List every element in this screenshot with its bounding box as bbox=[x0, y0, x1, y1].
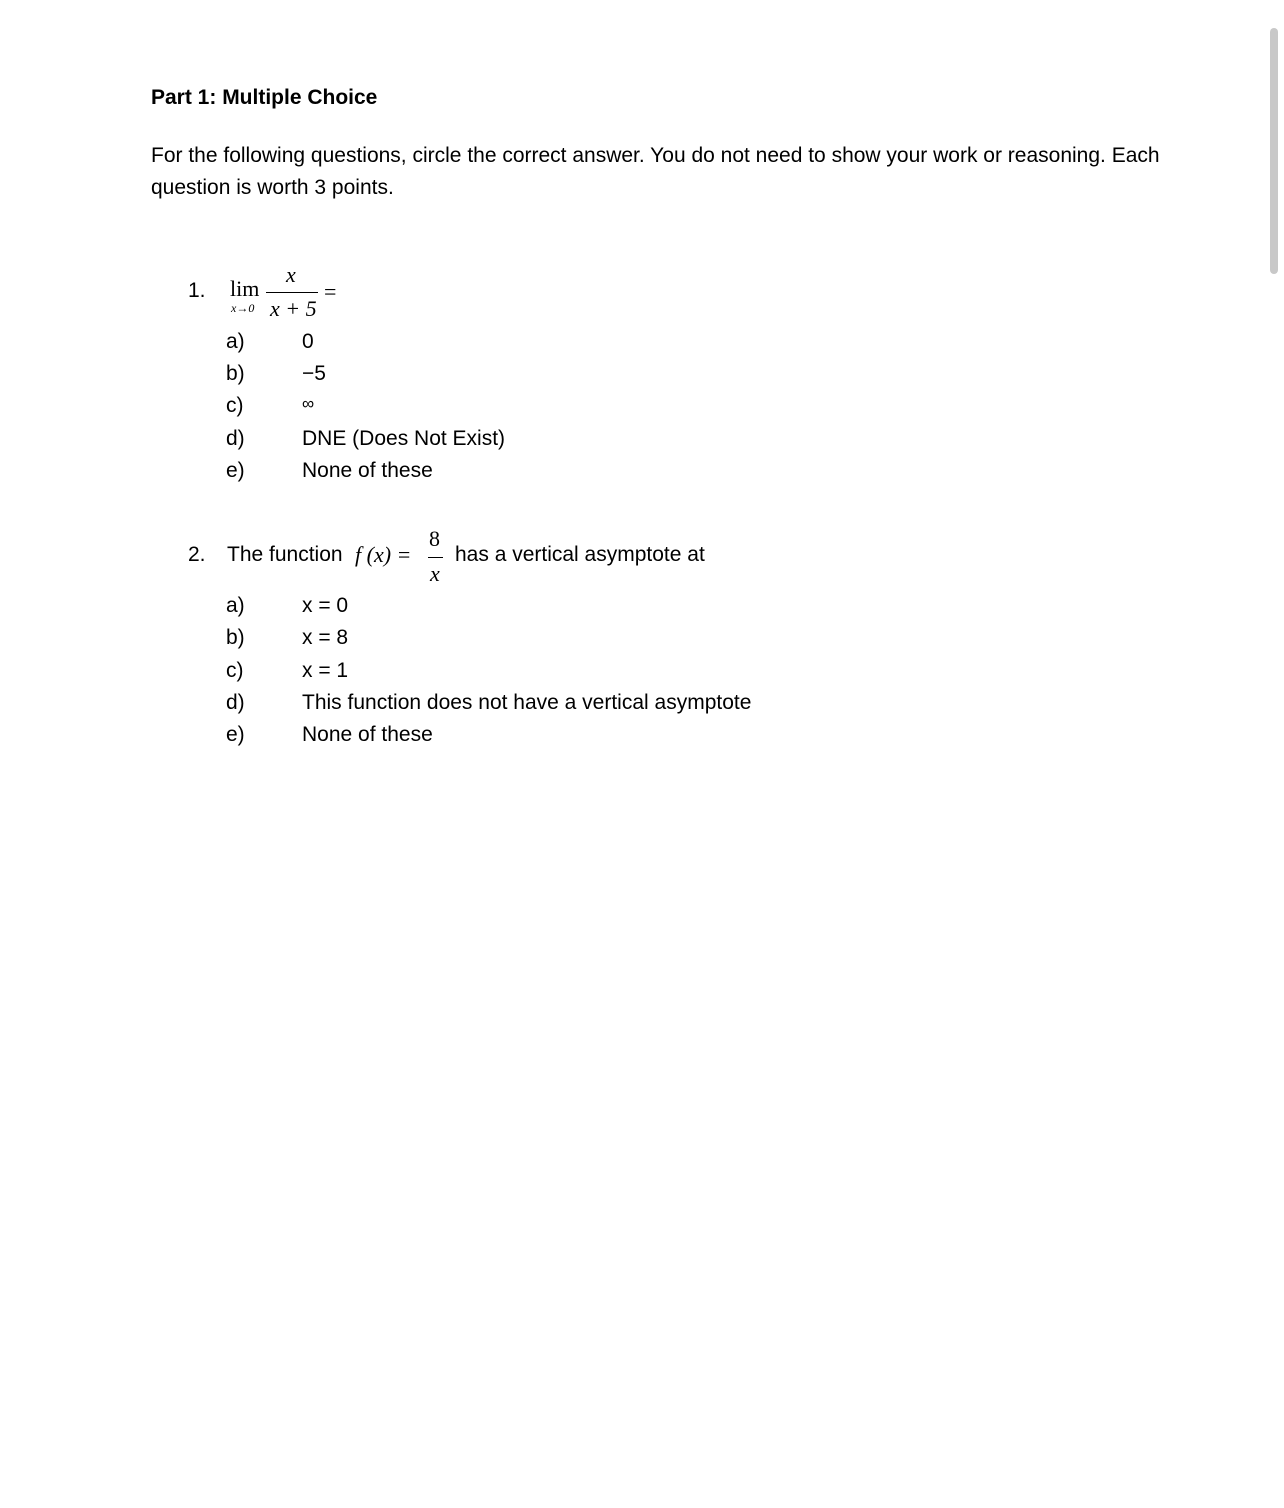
fraction-denominator: x bbox=[430, 561, 440, 586]
option-letter: b) bbox=[226, 626, 245, 649]
option-text: None of these bbox=[302, 459, 433, 482]
vertical-scrollbar[interactable] bbox=[1268, 24, 1280, 279]
question-suffix: has a vertical asymptote at bbox=[455, 543, 705, 566]
option-letter: a) bbox=[226, 594, 245, 617]
option-text: 0 bbox=[302, 330, 314, 353]
option-text: DNE (Does Not Exist) bbox=[302, 427, 506, 450]
fraction-bar bbox=[266, 292, 318, 293]
function-expression: f (x) = bbox=[355, 542, 412, 567]
equals-sign: = bbox=[324, 279, 337, 304]
option-letter: d) bbox=[226, 691, 245, 714]
option-letter: b) bbox=[226, 362, 245, 385]
option-letter: c) bbox=[226, 394, 244, 417]
option-letter: d) bbox=[226, 427, 245, 450]
question-number: 1. bbox=[188, 279, 206, 302]
question-number: 2. bbox=[188, 543, 206, 566]
option-text: −5 bbox=[302, 362, 326, 385]
option-letter: c) bbox=[226, 659, 244, 682]
option-text: x = 8 bbox=[302, 626, 349, 649]
fraction-denominator: x + 5 bbox=[270, 296, 317, 321]
option-letter: e) bbox=[226, 459, 245, 482]
option-letter: e) bbox=[226, 723, 245, 746]
option-letter: a) bbox=[226, 330, 245, 353]
lim-operator: lim bbox=[230, 276, 260, 301]
scrollbar-thumb[interactable] bbox=[1270, 28, 1278, 274]
option-text: This function does not have a vertical asymptote bbox=[302, 691, 752, 714]
fraction-numerator: x bbox=[286, 262, 296, 287]
option-text: None of these bbox=[302, 723, 433, 746]
fraction-numerator: 8 bbox=[429, 526, 440, 551]
lim-subscript: x→0 bbox=[231, 301, 255, 315]
question-prefix: The function bbox=[227, 543, 343, 566]
option-text: x = 1 bbox=[302, 659, 349, 682]
instructions-text: For the following questions, circle the correct answer. You do not need to show your work or reasoning. Each question is worth 3 points. bbox=[151, 144, 1160, 199]
option-text: ∞ bbox=[302, 394, 315, 413]
fraction-bar bbox=[428, 557, 443, 558]
option-text: x = 0 bbox=[302, 594, 349, 617]
page-heading: Part 1: Multiple Choice bbox=[151, 86, 378, 109]
